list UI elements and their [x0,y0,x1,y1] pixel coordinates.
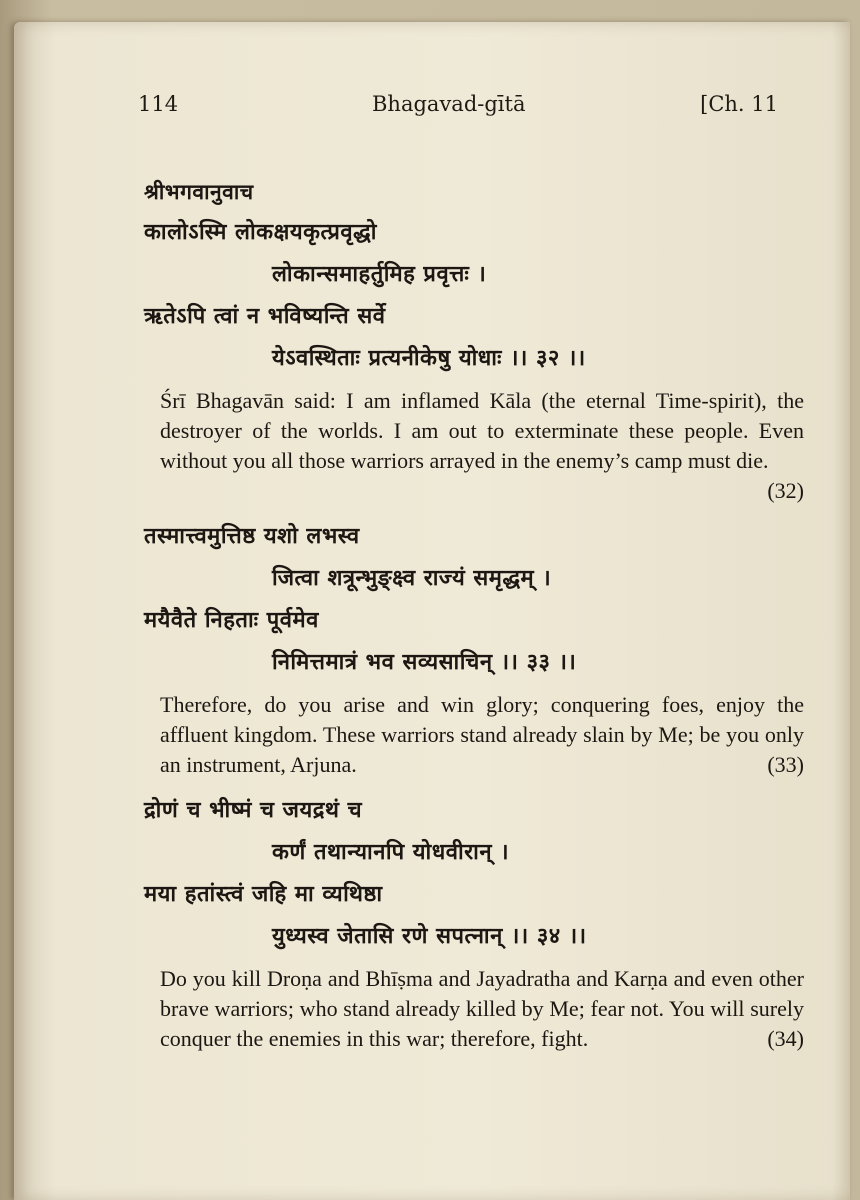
verse-33 [144,516,804,780]
sanskrit-line: कर्णं तथान्यानपि योधवीरान् । [272,840,510,865]
page-number: 114 [138,92,179,116]
translation-text: Do you kill Droṇa and Bhīṣma and Jayadratha and Karṇa and even other brave warriors; who stand already killed by Me; fear not. You will surely conquer the enemies in this war; therefore, fight. [160,966,804,1051]
verse-translation [160,964,804,1054]
sanskrit-line: तस्मात्त्वमुत्तिष्ठ यशो लभस्व [144,524,360,549]
sanskrit-line: मयैवैते निहताः पूर्वमेव [144,608,319,633]
verse-34 [144,790,804,1054]
verse-translation [160,386,804,506]
verse-32 [144,172,804,506]
sanskrit-line: जित्वा शत्रून्भुङ्क्ष्व राज्यं समृद्धम् । [272,566,552,591]
verse-number: (34) [767,1026,804,1051]
chapter-reference: [Ch. 11 [700,92,778,116]
speaker-line: श्रीभगवानुवाच [144,180,254,204]
verse-number: (33) [767,752,804,777]
sanskrit-line: द्रोणं च भीष्मं च जयद्रथं च [144,798,363,823]
page-body [144,172,804,1064]
sanskrit-line: ऋतेऽपि त्वां न भविष्यन्ति सर्वे [144,304,386,329]
verse-number: (32) [767,478,804,503]
verse-translation [160,690,804,780]
sanskrit-line: कालोऽस्मि लोकक्षयकृत्प्रवृद्धो [144,220,377,245]
sanskrit-line: मया हतांस्त्वं जहि मा व्यथिष्ठा [144,882,383,907]
book-page [14,22,850,1200]
sanskrit-line: निमित्तमात्रं भव सव्यसाचिन् ।। ३३ ।। [272,650,577,675]
book-title: Bhagavad-gītā [372,92,526,116]
translation-text: Therefore, do you arise and win glory; conquering foes, enjoy the affluent kingdom. These warriors stand already slain by Me; be you only an instrument, Arjuna. [160,692,804,777]
sanskrit-line: लोकान्समाहर्तुमिह प्रवृत्तः । [272,262,487,287]
sanskrit-line: येऽवस्थिताः प्रत्यनीकेषु योधाः ।। ३२ ।। [272,346,586,371]
running-head [138,92,778,122]
page-edge-shadow [832,22,850,1200]
sanskrit-line: युध्यस्व जेतासि रणे सपत्नान् ।। ३४ ।। [272,924,587,949]
translation-text: Śrī Bhagavān said: I am inflamed Kāla (the eternal Time-spirit), the destroyer of the worlds. I am out to exterminate these people. Even without you all those warriors arrayed in the enemy’s camp must die. [160,388,804,473]
